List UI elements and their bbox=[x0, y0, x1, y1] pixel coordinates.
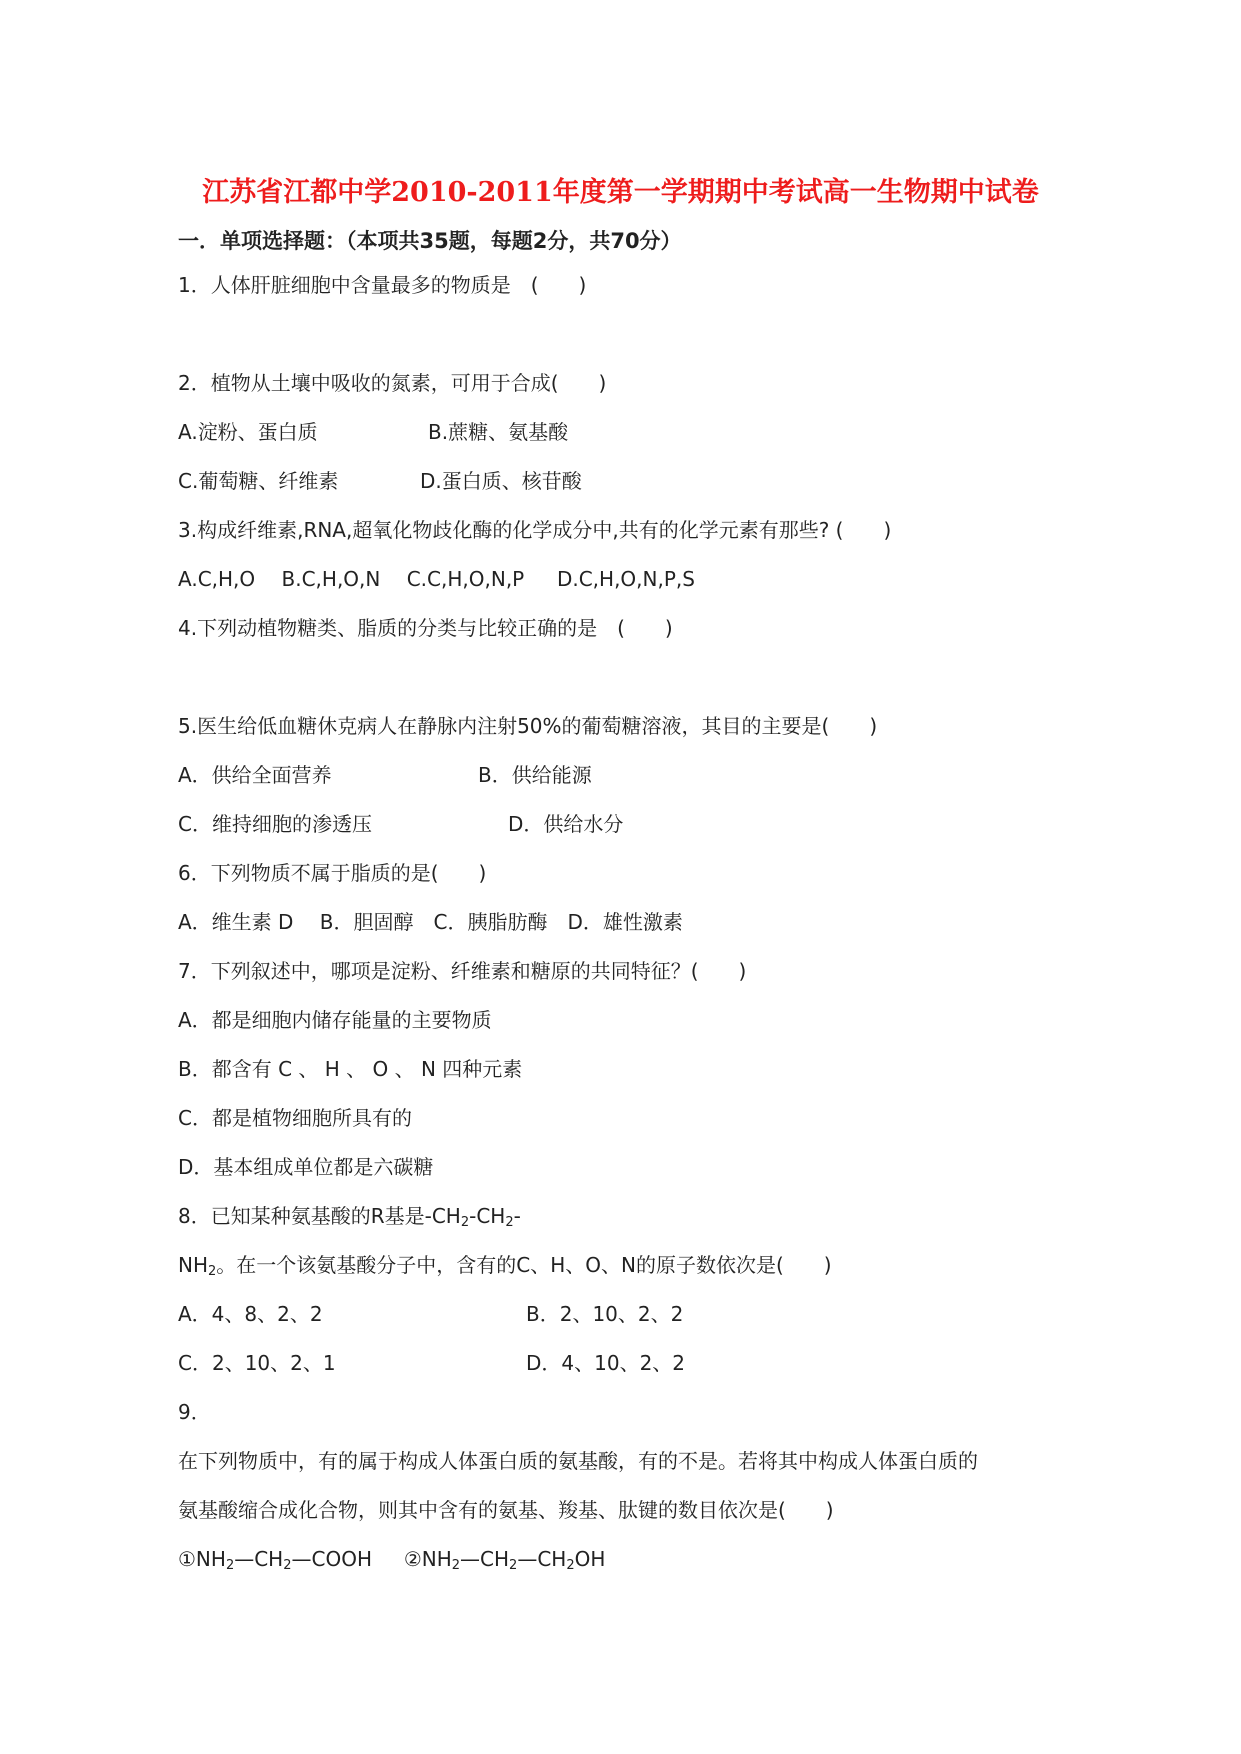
q8-text-d: NH bbox=[178, 1253, 208, 1277]
question-2-option-c: C.葡萄糖、纤维素 bbox=[178, 469, 339, 493]
question-8-option-b: B．2、10、2、2 bbox=[526, 1302, 684, 1326]
question-5: 5.医生给低血糖休克病人在静脉内注射50%的葡萄糖溶液，其目的主要是( ) bbox=[178, 714, 878, 738]
question-9-line-1: 在下列物质中，有的属于构成人体蛋白质的氨基酸，有的不是。若将其中构成人体蛋白质的 bbox=[178, 1449, 978, 1473]
question-6: 6．下列物质不属于脂质的是( ) bbox=[178, 861, 487, 885]
formula-1-b: —CH bbox=[234, 1547, 284, 1571]
question-8-option-c: C．2、10、2、1 bbox=[178, 1351, 336, 1375]
formula-1-a: ①NH bbox=[178, 1547, 226, 1571]
question-7-option-c: C．都是植物细胞所具有的 bbox=[178, 1106, 412, 1130]
question-9-line-2: 氨基酸缩合成化合物，则其中含有的氨基、羧基、肽键的数目依次是( ) bbox=[178, 1498, 834, 1522]
question-1: 1．人体肝脏细胞中含量最多的物质是 ( ) bbox=[178, 273, 587, 297]
question-9-formulas bbox=[178, 1546, 605, 1572]
question-7-option-b: B．都含有 C 、 H 、 O 、 N 四种元素 bbox=[178, 1057, 523, 1081]
question-5-option-a: A．供给全面营养 bbox=[178, 763, 332, 787]
question-9-number: 9． bbox=[178, 1400, 211, 1424]
subscript: 2 bbox=[566, 1558, 575, 1573]
question-8-option-d: D．4、10、2、2 bbox=[526, 1351, 686, 1375]
question-8-option-a: A．4、8、2、2 bbox=[178, 1302, 323, 1326]
question-3: 3.构成纤维素,RNA,超氧化物歧化酶的化学成分中,共有的化学元素有那些? ( ) bbox=[178, 518, 892, 542]
question-7-option-d: D．基本组成单位都是六碳糖 bbox=[178, 1155, 434, 1179]
question-2: 2．植物从土壤中吸收的氮素，可用于合成( ) bbox=[178, 371, 607, 395]
subscript: 2 bbox=[460, 1215, 470, 1230]
question-7: 7．下列叙述中，哪项是淀粉、纤维素和糖原的共同特征？( ) bbox=[178, 959, 747, 983]
formula-2-c: —CH bbox=[517, 1547, 567, 1571]
formula-2-a: ②NH bbox=[403, 1547, 452, 1571]
q8-text-e: 。在一个该氨基酸分子中，含有的C、H、O、N的原子数依次是( ) bbox=[216, 1253, 832, 1277]
question-8-line-2 bbox=[178, 1252, 832, 1278]
subscript: 2 bbox=[283, 1558, 292, 1573]
q8-text-a: 8．已知某种氨基酸的R基是-CH bbox=[178, 1204, 461, 1228]
q8-text-b: -CH bbox=[469, 1204, 506, 1228]
formula-2-b: —CH bbox=[460, 1547, 510, 1571]
question-5-option-c: C．维持细胞的渗透压 bbox=[178, 812, 372, 836]
question-2-option-d: D.蛋白质、核苷酸 bbox=[420, 469, 582, 493]
section-heading: 一．单项选择题：（本项共35题，每题2分，共70分） bbox=[178, 229, 682, 253]
formula-2-d: OH bbox=[574, 1547, 606, 1571]
subscript: 2 bbox=[225, 1558, 235, 1573]
subscript: 2 bbox=[505, 1215, 514, 1230]
question-7-option-a: A．都是细胞内储存能量的主要物质 bbox=[178, 1008, 492, 1032]
subscript: 2 bbox=[451, 1558, 461, 1573]
question-4: 4.下列动植物糖类、脂质的分类与比较正确的是 ( ) bbox=[178, 616, 673, 640]
question-6-options: A．维生素 D B．胆固醇 C．胰脂肪酶 D．雄性激素 bbox=[178, 910, 683, 934]
question-5-option-d: D．供给水分 bbox=[508, 812, 624, 836]
q8-text-c: - bbox=[513, 1204, 521, 1228]
question-5-option-b: B．供给能源 bbox=[478, 763, 592, 787]
question-3-options: A.C,H,O B.C,H,O,N C.C,H,O,N,P D.C,H,O,N,P,S bbox=[178, 567, 695, 591]
subscript: 2 bbox=[509, 1558, 518, 1573]
subscript: 2 bbox=[208, 1264, 217, 1279]
question-2-option-b: B.蔗糖、氨基酸 bbox=[428, 420, 569, 444]
question-8-line-1 bbox=[178, 1203, 521, 1229]
page-title: 江苏省江都中学2010-2011年度第一学期期中考试高一生物期中试卷 bbox=[202, 177, 1039, 208]
formula-1-c: —COOH bbox=[291, 1547, 373, 1571]
question-2-option-a: A.淀粉、蛋白质 bbox=[178, 420, 318, 444]
